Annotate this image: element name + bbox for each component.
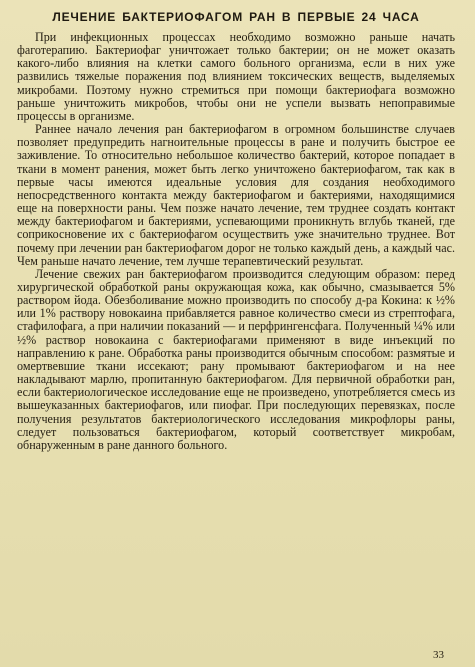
section-title: ЛЕЧЕНИЕ БАКТЕРИОФАГОМ РАН В ПЕРВЫЕ 24 ЧАСА (52, 10, 420, 24)
paragraph-early-phage-therapy: При инфекционных процессах необходимо возможно раньше начать фаготерапию. Бактериофаг уничтожает только бактерии; он не может оказать какого-либо влияния на клетки самого больного организма, если в них уже развились тяжелые поражения под влиянием токсических веществ, выделяемых микробами. Поэтому нужно стремиться при помощи бактериофага возможно раньше уничтожить микробов, чтобы они не успели вызвать непоправимые процессы в организме. (17, 30, 455, 123)
paragraph-early-wound-treatment: Раннее начало лечения ран бактериофагом в огромном большинстве случаев позволяет предупредить нагноительные процессы в ране и получить быстрое ее заживление. То относительно небольшое количество бактерий, которое попадает в ткани в момент ранения, может быть легко уничтожено бактериофагом, так как в первые часы имеются идеальные условия для создания необходимого непосредственного контакта между бактериофагом и бактериями, находящимися еще на поверхности раны. Чем позже начато лечение, тем труднее создать контакт между бактериофагом и бактериями, успевающими проникнуть вглубь тканей, где соприкосновение их с бактериофагом осуществить уже значительно труднее. Вот почему при лечении ран бактериофагом дорог не только каждый день, а каждый час. Чем раньше начато лечение, тем лучше терапевтический результат. (17, 122, 455, 268)
page-number: 33 (433, 649, 444, 661)
paragraph-fresh-wound-procedure: Лечение свежих ран бактериофагом производится следующим образом: перед хирургической обработкой раны окружающая кожа, как обычно, смазывается 5% раствором йода. Обезболивание можно производить по способу д-ра Кокина: к ½% или 1% раствору новокаина прибавляется равное количество смеси из стрептофага, стафилофага, а при наличии показаний — и перфрингенсфага. Полученный ¼% или ½% раствор новокаина с бактериофагами применяют в виде инъекций по направлению к ране. Обработка раны производится обычным способом: размятые и омертвевшие ткани иссекают; рану промывают бактериофагом и на нее накладывают марлю, пропитанную бактериофагом. Для первичной обработки ран, если бактериологическое исследование еще не произведено, употребляется смесь из вышеуказанных бактериофагов, или пиофаг. При последующих перевязках, после получения результатов бактериологического исследования микрофлоры раны, следует пользоваться бактериофагом, который соответствует микробам, обнаруженным в ране данного больного. (17, 266, 455, 452)
